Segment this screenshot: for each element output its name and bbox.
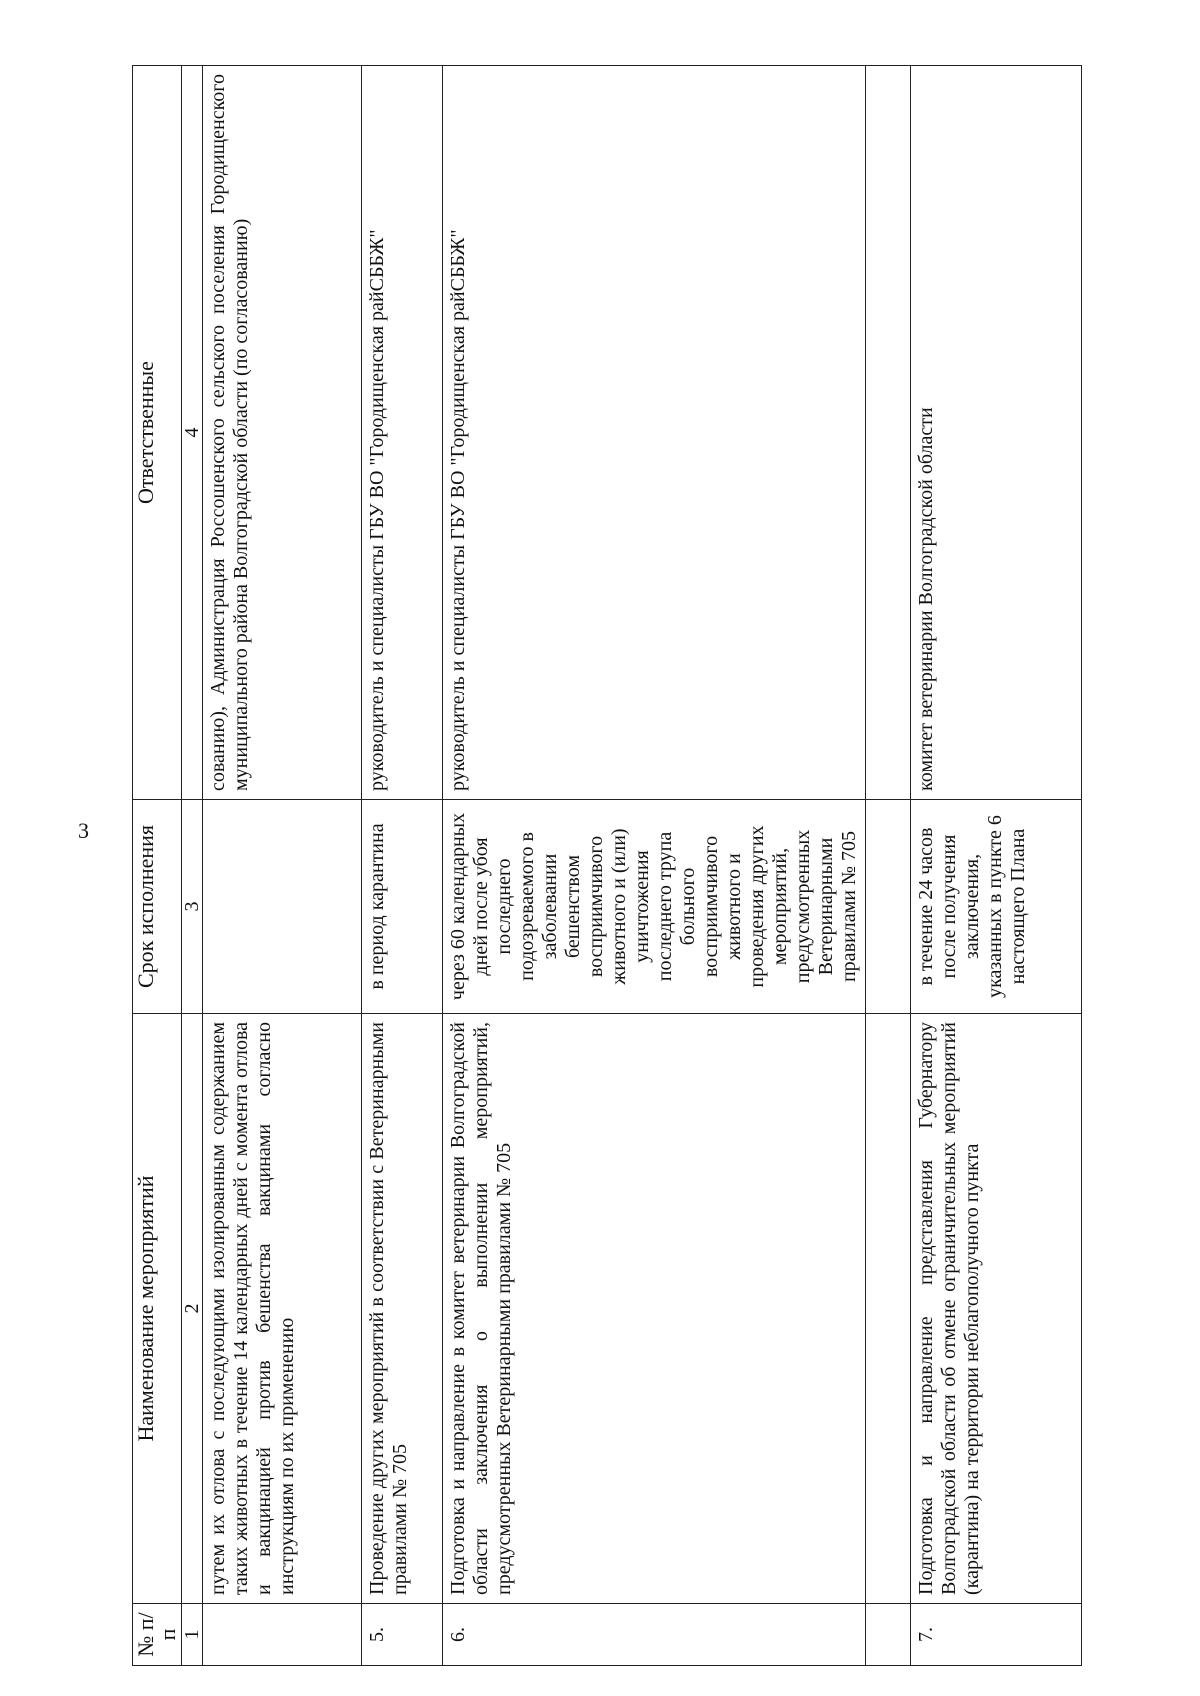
column-number: 1	[182, 1604, 203, 1666]
row-number: 6.	[443, 1604, 866, 1666]
header-term: Срок исполнения	[133, 800, 182, 1014]
page-number: 3	[78, 818, 89, 843]
column-number: 3	[182, 800, 203, 1014]
header-responsible: Ответственные	[133, 66, 182, 800]
row-number: 5.	[362, 1604, 443, 1666]
row-term: в течение 24 часов после получения заключения, указанных в пункте 6 настоящего Плана	[911, 800, 1082, 1014]
column-number: 2	[182, 1014, 203, 1604]
row-responsible: руководитель и специалисты ГБУ ВО "Городищенская райСББЖ"	[362, 66, 443, 800]
empty-cell	[866, 66, 911, 800]
row-responsible: сованию), Администрация Россошенского сельского поселения Городищенского муниципального района Волгоградской области (по согласованию)	[203, 66, 362, 800]
measures-table-container	[132, 66, 1062, 1666]
column-number: 4	[182, 66, 203, 800]
table-row	[203, 66, 362, 1666]
row-term: в период карантина	[362, 800, 443, 1014]
table-row	[362, 66, 443, 1666]
row-term: через 60 календарных дней после убоя последнего подозреваемого в заболевании бешенством восприимчивого животного и (или) уничтожения последнего трупа больного восприимчивого животного и проведения других мероприятий, предусмотренных Ветеринарными правилами № 705	[443, 800, 866, 1014]
row-responsible: комитет ветеринарии Волгоградской области	[911, 66, 1082, 800]
measures-table	[132, 65, 1082, 1666]
table-row	[443, 66, 866, 1666]
empty-cell	[866, 1014, 911, 1604]
row-number	[203, 1604, 362, 1666]
row-number: 7.	[911, 1604, 1082, 1666]
table-row	[911, 66, 1082, 1666]
column-number-row	[182, 66, 203, 1666]
row-measure-name: Проведение других мероприятий в соответствии с Ветеринарными правилами № 705	[362, 1014, 443, 1604]
row-term	[203, 800, 362, 1014]
empty-cell	[866, 1604, 911, 1666]
header-name: Наименование мероприятий	[133, 1014, 182, 1604]
row-responsible: руководитель и специалисты ГБУ ВО "Городищенская райСББЖ"	[443, 66, 866, 800]
header-num: № п/п	[133, 1604, 182, 1666]
empty-cell	[866, 800, 911, 1014]
row-measure-name: Подготовка и направление в комитет ветеринарии Волгоградской области заключения о выполнении мероприятий, предусмотренных Ветеринарными правилами № 705	[443, 1014, 866, 1604]
table-header-row	[133, 66, 182, 1666]
row-measure-name: Подготовка и направление представления Губернатору Волгоградской области об отмене ограничительных мероприятий (карантина) на территории неблагополучного пункта	[911, 1014, 1082, 1604]
table-spacer-row	[866, 66, 911, 1666]
row-measure-name: путем их отлова с последующими изолированным содержанием таких животных в течение 14 календарных дней с момента отлова и вакцинацией против бешенства вакцинами согласно инструкциям по их применению	[203, 1014, 362, 1604]
